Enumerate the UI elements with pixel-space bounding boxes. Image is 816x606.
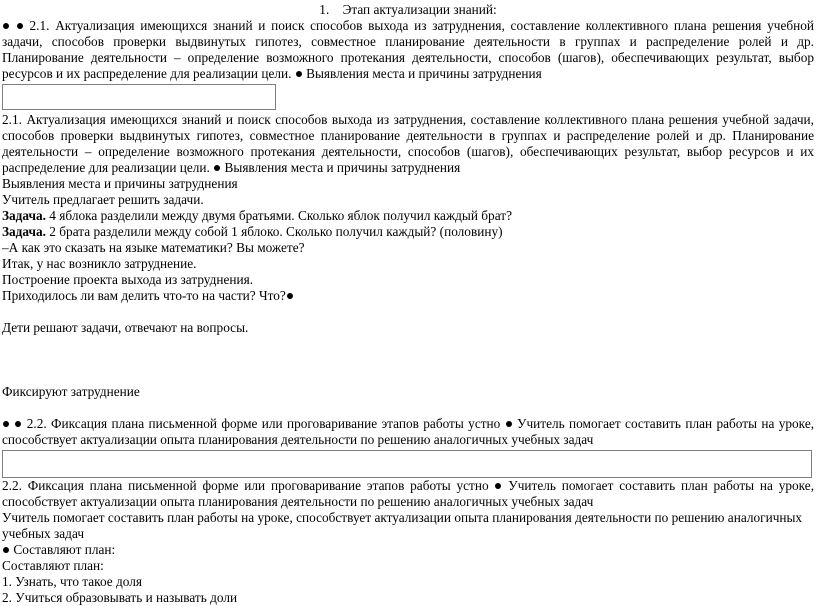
task-label: Задача. (2, 224, 46, 239)
task-2 (2, 224, 814, 240)
stage-1-text: 2.1. Актуализация имеющихся знаний и поиск способов выхода из затруднения, составление коллективного плана решения учебной задачи, способов проверки выдвинутых гипотез, совместное планирование деятельности в группах и распределение ролей и др. Планирование деятельности – определение возможного протекания деятельности, способов (шагов), обеспечивающих результат, выбор ресурсов и их распределение для реализации цели. (2, 18, 814, 81)
bullet-icon (3, 421, 9, 427)
text-line: Выявления места и причины затруднения (2, 176, 238, 191)
plan-bullet-text: Составляют план: (13, 542, 116, 557)
bullet-icon (214, 165, 220, 171)
question-line (2, 288, 814, 304)
stage-2-copy-tail: Учитель помогает составить план работы на уроке, способствует актуализации опыта планирования деятельности по решению аналогичных учебных задач (2, 478, 815, 509)
section-heading: 1. Этап актуализации знаний: (319, 2, 497, 17)
bullet-icon (287, 293, 293, 299)
stage-2-text: 2.2. Фиксация плана письменной форме или проговаривание этапов работы устно (26, 416, 501, 431)
plan-line: 2. Учиться образовывать и называть доли (2, 590, 238, 605)
fix-line: Фиксируют затруднение (2, 384, 140, 399)
plan-bullet-line (2, 542, 814, 558)
plan-line: 1. Узнать, что такое доля (2, 574, 142, 589)
bullet-icon (17, 23, 23, 29)
text-line: Учитель предлагает решить задачи. (2, 192, 204, 207)
stage-2-copy-paragraph (2, 478, 814, 510)
text-line: –А как это сказать на языке математики? Вы можете? (2, 240, 305, 255)
task-label: Задача. (2, 208, 46, 223)
bullet-icon (3, 547, 9, 553)
task-text: 2 брата разделили между собой 1 яблоко. Сколько получил каждый? (половину) (45, 224, 503, 239)
plan-line: Составляют план: (2, 558, 104, 573)
stage-1-tail: Выявления места и причины затруднения (306, 66, 542, 81)
stage-1-paragraph (2, 18, 814, 82)
children-line: Дети решают задачи, отвечают на вопросы. (2, 320, 249, 335)
task-text: 4 яблока разделили между двумя братьями. Сколько яблок получил каждый брат? (45, 208, 512, 223)
bullet-icon (495, 483, 501, 489)
stage-2-copy-text: 2.2. Фиксация плана письменной форме или проговаривание этапов работы устно (2, 478, 489, 493)
stage-2-tail: Учитель помогает составить план работы на уроке, способствует актуализации опыта планирования деятельности по решению аналогичных учебных задач (2, 416, 815, 447)
text-line: Построение проекта выхода из затруднения. (2, 272, 254, 287)
bullet-icon (3, 23, 9, 29)
empty-table-cell (2, 450, 812, 478)
question-text: Приходилось ли вам делить что-то на части? Что? (2, 288, 286, 303)
stage-1-copy-text: 2.1. Актуализация имеющихся знаний и поиск способов выхода из затруднения, составление коллективного плана решения учебной задачи, способов проверки выдвинутых гипотез, совместное планирование деятельности в группах и распределение ролей и др. Планирование деятельности – определение возможного протекания деятельности, способов (шагов), обеспечивающих результат, выбор ресурсов и их распределение для реализации цели. (2, 112, 814, 175)
empty-table-cell (2, 84, 276, 110)
stage-1-copy-paragraph (2, 112, 814, 176)
stage-2-paragraph (2, 416, 814, 448)
document-page (0, 2, 816, 606)
text-line: Итак, у нас возникло затруднение. (2, 256, 197, 271)
bullet-icon (296, 71, 302, 77)
bullet-icon (506, 421, 512, 427)
bullet-icon (15, 421, 21, 427)
task-1 (2, 208, 814, 224)
teacher-line: Учитель помогает составить план работы на уроке, способствует актуализации опыта планирования деятельности по решению аналогичных учебных задач (2, 510, 803, 541)
stage-1-copy-tail: Выявления места и причины затруднения (224, 160, 461, 175)
